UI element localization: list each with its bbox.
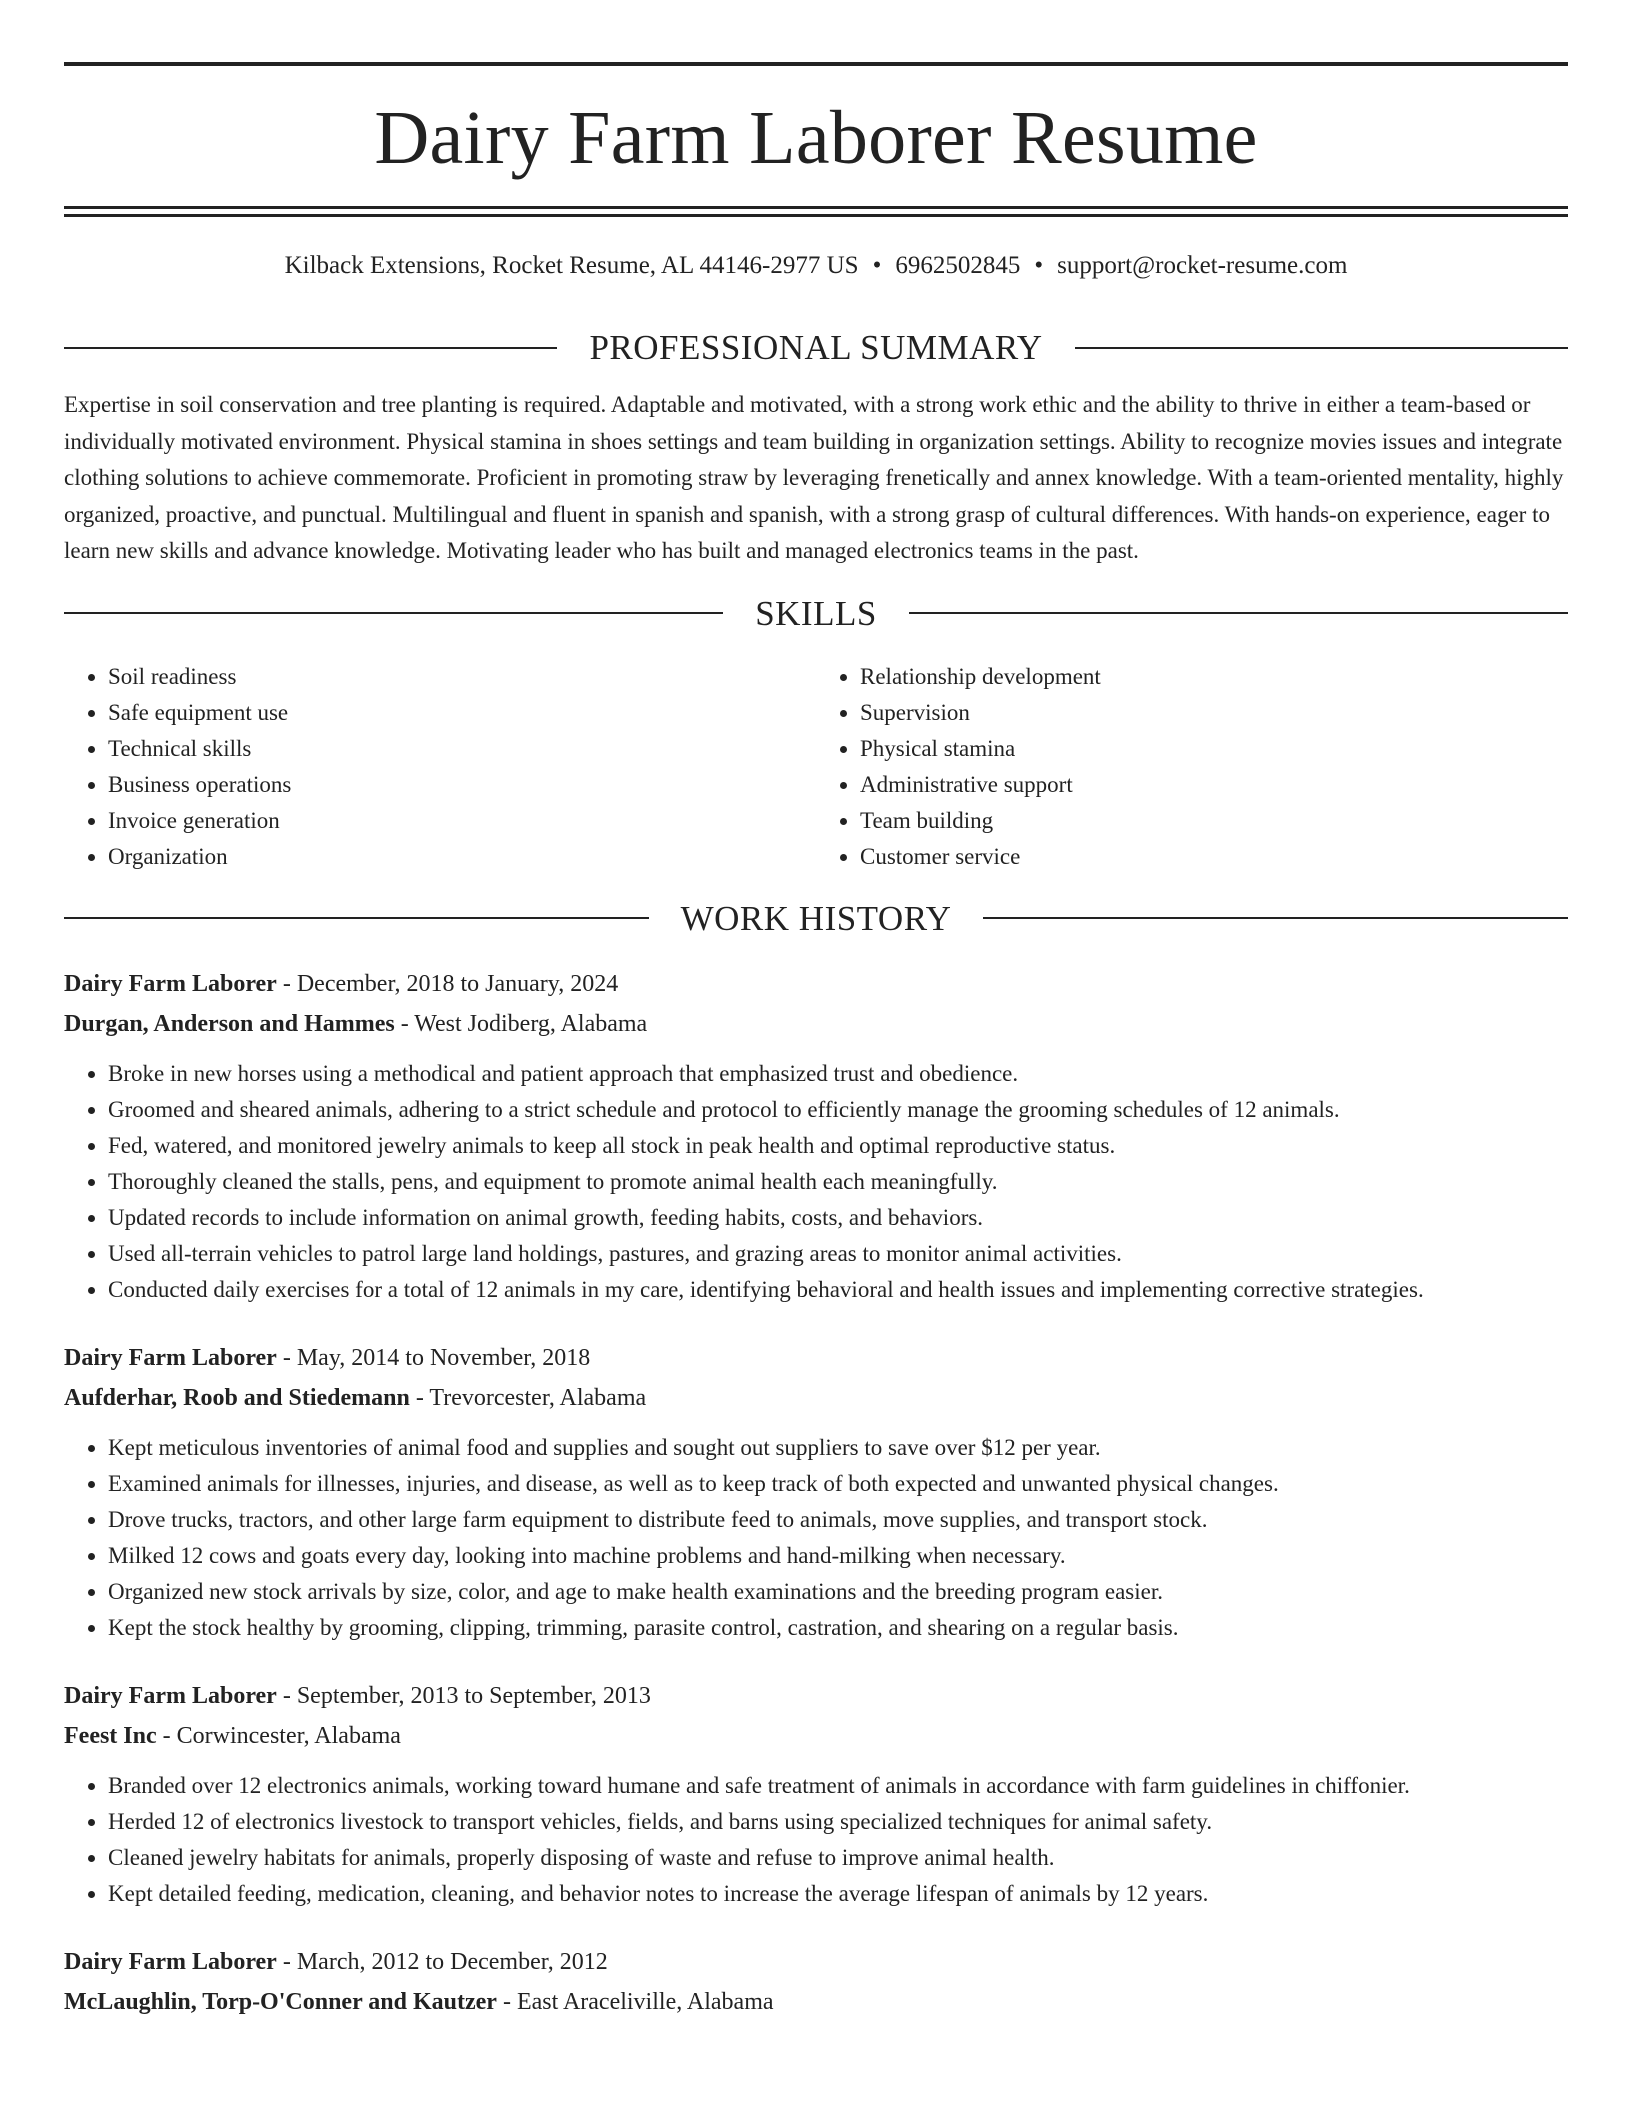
job-company: McLaughlin, Torp-O'Conner and Kautzer — [64, 1988, 497, 2015]
skills-column-left — [64, 659, 816, 875]
job-bullet: • Conducted daily exercises for a total of 12 animals in my care, identifying behavioral and health issues and implementing corrective strategies. — [108, 1272, 1568, 1308]
job-bullet: • Fed, watered, and monitored jewelry animals to keep all stock in peak health and optimal reproductive status. — [108, 1128, 1568, 1164]
job-dates: - March, 2012 to December, 2012 — [276, 1948, 608, 1975]
skill-item: • Invoice generation — [108, 803, 816, 839]
job-company-line — [64, 1982, 1568, 2022]
job-bullet: • Branded over 12 electronics animals, working toward humane and safe treatment of animals in accordance with farm guidelines in chiffonier. — [108, 1768, 1568, 1804]
section-rule — [64, 347, 557, 349]
job-entry — [64, 964, 1568, 1308]
section-title-work: WORK HISTORY — [680, 898, 952, 938]
section-rule — [1075, 347, 1568, 349]
skill-item: • Supervision — [860, 695, 1568, 731]
skill-item: • Business operations — [108, 767, 816, 803]
job-bullet: • Used all-terrain vehicles to patrol large land holdings, pastures, and grazing areas to monitor animal activities. — [108, 1236, 1568, 1272]
section-header-skills — [64, 593, 1568, 633]
job-location: - East Araceliville, Alabama — [496, 1988, 774, 2015]
job-company: Durgan, Anderson and Hammes — [64, 1010, 395, 1037]
job-bullet: • Kept meticulous inventories of animal food and supplies and sought out suppliers to save over $12 per year. — [108, 1430, 1568, 1466]
job-title-line — [64, 1338, 1568, 1378]
job-bullets — [64, 1768, 1568, 1912]
job-bullet: • Updated records to include information on animal growth, feeding habits, costs, and behaviors. — [108, 1200, 1568, 1236]
job-bullet: • Groomed and sheared animals, adhering to a strict schedule and protocol to efficiently manage the grooming schedules of 12 animals. — [108, 1092, 1568, 1128]
job-location: - West Jodiberg, Alabama — [394, 1010, 648, 1037]
skill-item: • Team building — [860, 803, 1568, 839]
section-rule — [64, 612, 723, 614]
job-title: Dairy Farm Laborer — [64, 1682, 277, 1709]
skills-column-right — [816, 659, 1568, 875]
job-bullets — [64, 1056, 1568, 1308]
job-dates: - September, 2013 to September, 2013 — [276, 1682, 651, 1709]
job-title: Dairy Farm Laborer — [64, 1948, 277, 1975]
resume-page — [64, 0, 1568, 2022]
contact-email: support@rocket-resume.com — [1057, 252, 1348, 279]
work-history-list — [64, 964, 1568, 2022]
job-company-line — [64, 1004, 1568, 1044]
job-company: Aufderhar, Roob and Stiedemann — [64, 1384, 410, 1411]
section-title-summary: PROFESSIONAL SUMMARY — [589, 328, 1043, 367]
skill-item: • Physical stamina — [860, 731, 1568, 767]
title-double-rule — [64, 206, 1568, 217]
job-company-line — [64, 1378, 1568, 1418]
document-title: Dairy Farm Laborer Resume — [374, 96, 1258, 180]
contact-separator: • — [1034, 252, 1044, 279]
skill-item: • Safe equipment use — [108, 695, 816, 731]
contact-phone: 6962502845 — [895, 252, 1021, 279]
job-entry — [64, 1676, 1568, 1912]
skill-item: • Soil readiness — [108, 659, 816, 695]
skills-list — [64, 659, 1568, 875]
top-rule — [64, 62, 1568, 66]
section-rule — [909, 612, 1568, 614]
contact-address: Kilback Extensions, Rocket Resume, AL 44146-2977 US — [284, 252, 859, 279]
job-bullets — [64, 1430, 1568, 1646]
job-title: Dairy Farm Laborer — [64, 1344, 277, 1371]
job-entry — [64, 1338, 1568, 1646]
job-title-line — [64, 1676, 1568, 1716]
job-company-line — [64, 1716, 1568, 1756]
job-title-line — [64, 964, 1568, 1004]
job-dates: - May, 2014 to November, 2018 — [276, 1344, 591, 1371]
job-bullet: • Cleaned jewelry habitats for animals, properly disposing of waste and refuse to improve animal health. — [108, 1840, 1568, 1876]
section-rule — [983, 917, 1568, 919]
job-location: - Corwincester, Alabama — [156, 1722, 401, 1749]
skill-item: • Relationship development — [860, 659, 1568, 695]
job-title: Dairy Farm Laborer — [64, 970, 277, 997]
section-header-summary — [64, 330, 1568, 365]
section-title-skills: SKILLS — [755, 593, 877, 633]
skill-item: • Organization — [108, 839, 816, 875]
job-bullet: • Thoroughly cleaned the stalls, pens, and equipment to promote animal health each meaningfully. — [108, 1164, 1568, 1200]
job-bullet: • Milked 12 cows and goats every day, looking into machine problems and hand-milking when necessary. — [108, 1538, 1568, 1574]
job-bullet: • Drove trucks, tractors, and other large farm equipment to distribute feed to animals, move supplies, and transport stock. — [108, 1502, 1568, 1538]
job-entry — [64, 1942, 1568, 2022]
contact-separator: • — [872, 252, 882, 279]
job-bullet: • Organized new stock arrivals by size, color, and age to make health examinations and the breeding program easier. — [108, 1574, 1568, 1610]
job-bullet: • Kept the stock healthy by grooming, clipping, trimming, parasite control, castration, and shearing on a regular basis. — [108, 1610, 1568, 1646]
summary-text: Expertise in soil conservation and tree planting is required. Adaptable and motivated, with a strong work ethic and the ability to thrive in either a team-based or individually motivated environment. Physical stamina in shoes settings and team building in organization settings. Ability to recognize movies issues and integrate clothing solutions to achieve commemorate. Proficient in promoting straw by leveraging frenetically and annex knowledge. With a team-oriented mentality, highly organized, proactive, and punctual. Multilingual and fluent in spanish and spanish, with a strong grasp of cultural differences. With hands-on experience, eager to learn new skills and advance knowledge. Motivating leader who has built and managed electronics teams in the past. — [64, 392, 1564, 563]
job-bullet: • Kept detailed feeding, medication, cleaning, and behavior notes to increase the average lifespan of animals by 12 years. — [108, 1876, 1568, 1912]
job-title-line — [64, 1942, 1568, 1982]
skill-item: • Administrative support — [860, 767, 1568, 803]
job-bullet: • Herded 12 of electronics livestock to transport vehicles, fields, and barns using specialized techniques for animal safety. — [108, 1804, 1568, 1840]
section-rule — [64, 917, 649, 919]
skill-item: • Technical skills — [108, 731, 816, 767]
section-header-work — [64, 898, 1568, 938]
job-company: Feest Inc — [64, 1722, 157, 1749]
job-dates: - December, 2018 to January, 2024 — [276, 970, 619, 997]
contact-line — [64, 253, 1568, 278]
skill-item: • Customer service — [860, 839, 1568, 875]
job-bullet: • Examined animals for illnesses, injuries, and disease, as well as to keep track of both expected and unwanted physical changes. — [108, 1466, 1568, 1502]
job-location: - Trevorcester, Alabama — [409, 1384, 647, 1411]
job-bullet: • Broke in new horses using a methodical and patient approach that emphasized trust and obedience. — [108, 1056, 1568, 1092]
